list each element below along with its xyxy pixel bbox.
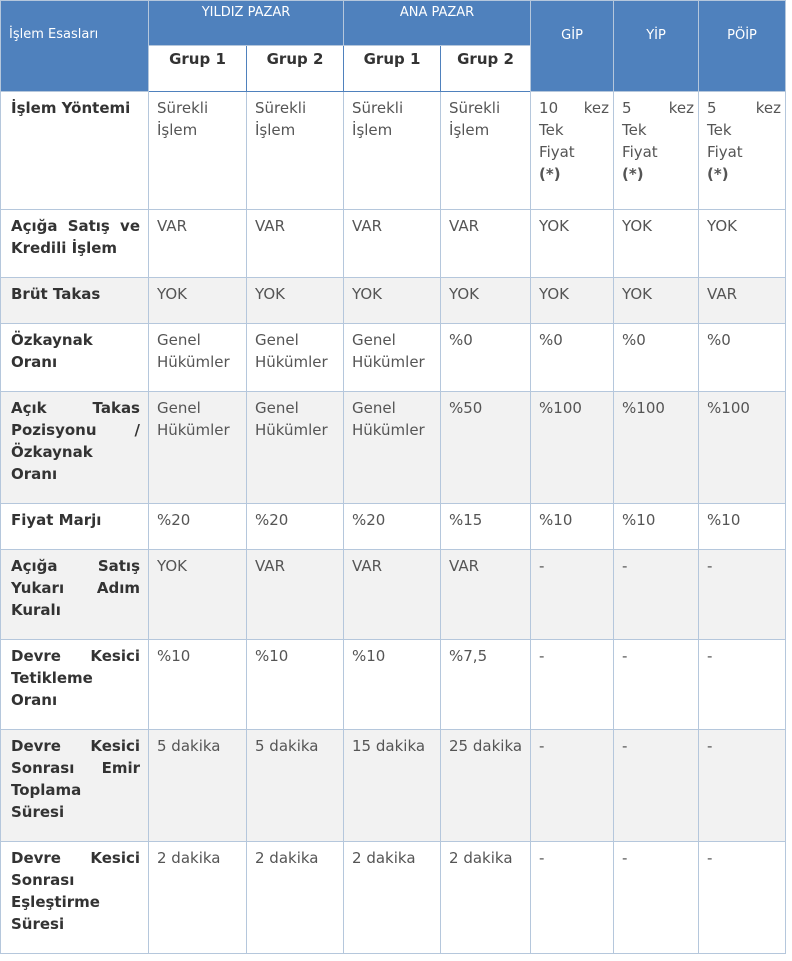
cell-line: %100 (707, 399, 750, 417)
cell-line: - (707, 849, 713, 867)
table-cell (149, 92, 247, 210)
cell-line: Hükümler (255, 353, 328, 371)
table-cell (149, 640, 247, 730)
table-cell (441, 92, 531, 210)
cell-line: Genel (255, 399, 299, 417)
cell-line: İşlem (449, 121, 490, 139)
row-label-line: İşlem Yöntemi (11, 99, 131, 117)
table-cell (247, 504, 344, 550)
table-row (1, 324, 786, 392)
cell-line: Genel (255, 331, 299, 349)
cell-line: %20 (157, 511, 191, 529)
cell-line: Genel (352, 331, 396, 349)
cell-line: %7,5 (449, 647, 488, 665)
row-label-line: Süresi (11, 803, 65, 821)
cell-line: (*) (707, 165, 729, 183)
row-label-line: Sonrası (11, 871, 75, 889)
cell-line: 2 dakika (352, 849, 416, 867)
table-cell (149, 550, 247, 640)
row-label-line: Yukarı Adım (11, 579, 140, 597)
cell-line: İşlem (255, 121, 296, 139)
table-cell (699, 392, 786, 504)
cell-line: VAR (449, 217, 480, 235)
table-cell (614, 392, 699, 504)
cell-line: %20 (352, 511, 386, 529)
table-row (1, 842, 786, 954)
table-cell (344, 842, 441, 954)
cell-line: YOK (352, 285, 383, 303)
table-row (1, 550, 786, 640)
table-cell (344, 278, 441, 324)
cell-line: VAR (352, 217, 383, 235)
table-cell (614, 92, 699, 210)
table-cell (247, 550, 344, 640)
table-cell (441, 640, 531, 730)
table-cell (149, 278, 247, 324)
cell-line: %10 (157, 647, 191, 665)
cell-line: - (622, 737, 628, 755)
header-yildiz-pazar: YILDIZ PAZAR (149, 1, 344, 46)
table-cell (531, 504, 614, 550)
header-group: Grup 1 (149, 46, 247, 92)
table-row (1, 92, 786, 210)
table-cell (531, 730, 614, 842)
table-cell (149, 324, 247, 392)
table-cell (531, 92, 614, 210)
row-label (1, 504, 149, 550)
cell-line: Fiyat (539, 143, 575, 161)
cell-line: 2 dakika (255, 849, 319, 867)
table-cell (344, 324, 441, 392)
cell-line: - (539, 737, 545, 755)
header-gip: GİP (531, 1, 614, 92)
table-row (1, 640, 786, 730)
cell-line: 5 dakika (157, 737, 221, 755)
row-label-line: Kredili İşlem (11, 239, 118, 257)
table-cell (614, 324, 699, 392)
row-label-line: Toplama (11, 781, 82, 799)
table-cell (531, 640, 614, 730)
cell-line: %50 (449, 399, 483, 417)
cell-line: - (622, 557, 628, 575)
table-cell (441, 504, 531, 550)
table-cell (344, 210, 441, 278)
cell-line: Fiyat (622, 143, 658, 161)
table-cell (614, 278, 699, 324)
cell-line: %0 (539, 331, 563, 349)
cell-line: - (539, 647, 545, 665)
cell-line: %15 (449, 511, 483, 529)
table-cell (614, 504, 699, 550)
cell-line: Hükümler (352, 353, 425, 371)
table-cell (614, 730, 699, 842)
table-cell (699, 210, 786, 278)
table-row (1, 504, 786, 550)
table-cell (531, 324, 614, 392)
table-cell (699, 504, 786, 550)
cell-line: Hükümler (352, 421, 425, 439)
header-yip: YİP (614, 1, 699, 92)
table-cell (699, 278, 786, 324)
table-row (1, 392, 786, 504)
cell-line: VAR (449, 557, 480, 575)
table-row (1, 210, 786, 278)
table-cell (247, 392, 344, 504)
row-label (1, 640, 149, 730)
cell-line: YOK (449, 285, 480, 303)
row-label-line: Pozisyonu / (11, 421, 140, 439)
cell-line: 25 dakika (449, 737, 523, 755)
cell-line: YOK (707, 217, 738, 235)
cell-line: VAR (157, 217, 187, 235)
cell-line: Hükümler (157, 353, 230, 371)
row-label-line: Brüt Takas (11, 285, 101, 303)
row-label (1, 550, 149, 640)
row-label-line: Eşleştirme (11, 893, 100, 911)
table-cell (699, 730, 786, 842)
table-cell (344, 550, 441, 640)
header-group: Grup 2 (441, 46, 531, 92)
cell-line: Genel (352, 399, 396, 417)
cell-line: VAR (352, 557, 383, 575)
cell-line: - (622, 647, 628, 665)
cell-line: İşlem (157, 121, 198, 139)
table-cell (247, 640, 344, 730)
cell-line: %0 (622, 331, 646, 349)
row-label-line: Süresi (11, 915, 65, 933)
row-label (1, 278, 149, 324)
header-ana-pazar: ANA PAZAR (344, 1, 531, 46)
header-group: Grup 1 (344, 46, 441, 92)
cell-line: 5 kez (622, 99, 695, 117)
row-label-line: Kuralı (11, 601, 61, 619)
cell-line: 5 dakika (255, 737, 319, 755)
cell-line: %10 (255, 647, 289, 665)
header-poip: PÖİP (699, 1, 786, 92)
table-cell (149, 842, 247, 954)
row-label-line: Açık Takas (11, 399, 140, 417)
row-label-line: Açığa Satış (11, 557, 140, 575)
row-label (1, 210, 149, 278)
row-label-line: Oranı (11, 353, 58, 371)
cell-line: YOK (157, 557, 187, 575)
cell-line: 2 dakika (449, 849, 513, 867)
cell-line: Genel (157, 399, 201, 417)
cell-line: VAR (707, 285, 738, 303)
cell-line: VAR (255, 217, 285, 235)
cell-line: YOK (539, 217, 570, 235)
row-label (1, 324, 149, 392)
table-cell (344, 504, 441, 550)
cell-line: Hükümler (255, 421, 328, 439)
table-cell (247, 324, 344, 392)
table-cell (344, 92, 441, 210)
row-label-line: Devre Kesici (11, 849, 140, 867)
table-cell (441, 730, 531, 842)
cell-line: YOK (622, 217, 653, 235)
cell-line: Sürekli (352, 99, 404, 117)
table-cell (531, 210, 614, 278)
cell-line: Tek (622, 121, 647, 139)
header-row-label: İşlem Esasları (1, 1, 149, 92)
cell-line: (*) (539, 165, 561, 183)
cell-line: - (622, 849, 628, 867)
cell-line: (*) (622, 165, 644, 183)
cell-line: YOK (622, 285, 653, 303)
table-cell (699, 640, 786, 730)
row-label-line: Özkaynak (11, 331, 93, 349)
cell-line: %100 (539, 399, 582, 417)
row-label (1, 392, 149, 504)
table-cell (614, 550, 699, 640)
table-cell (699, 550, 786, 640)
cell-line: %10 (622, 511, 656, 529)
cell-line: Tek (707, 121, 732, 139)
table-cell (247, 842, 344, 954)
cell-line: Sürekli (255, 99, 307, 117)
header-group: Grup 2 (247, 46, 344, 92)
cell-line: VAR (255, 557, 285, 575)
table-cell (149, 504, 247, 550)
table-cell (441, 392, 531, 504)
cell-line: - (539, 557, 545, 575)
table-cell (441, 324, 531, 392)
table-cell (247, 730, 344, 842)
cell-line: Sürekli (157, 99, 209, 117)
table-cell (531, 278, 614, 324)
table-cell (344, 730, 441, 842)
row-label-line: Tetikleme (11, 669, 93, 687)
table-cell (149, 210, 247, 278)
table-cell (247, 210, 344, 278)
table-cell (441, 842, 531, 954)
table-cell (344, 640, 441, 730)
table-cell (614, 842, 699, 954)
table-cell (149, 392, 247, 504)
cell-line: 10 kez (539, 99, 610, 117)
cell-line: Tek (539, 121, 564, 139)
table-cell (441, 210, 531, 278)
table-cell (614, 210, 699, 278)
row-label-line: Devre Kesici (11, 647, 140, 665)
table-row (1, 278, 786, 324)
table-cell (699, 842, 786, 954)
cell-line: - (707, 737, 713, 755)
row-label-line: Fiyat Marjı (11, 511, 102, 529)
cell-line: Genel (157, 331, 201, 349)
cell-line: Sürekli (449, 99, 501, 117)
cell-line: 2 dakika (157, 849, 221, 867)
table-cell (699, 324, 786, 392)
cell-line: YOK (539, 285, 570, 303)
cell-line: %10 (352, 647, 386, 665)
cell-line: İşlem (352, 121, 393, 139)
row-label (1, 92, 149, 210)
cell-line: Fiyat (707, 143, 743, 161)
row-label-line: Devre Kesici (11, 737, 140, 755)
cell-line: - (707, 647, 713, 665)
row-label (1, 730, 149, 842)
table-cell (531, 842, 614, 954)
cell-line: %0 (707, 331, 731, 349)
table-cell (614, 640, 699, 730)
table-cell (441, 550, 531, 640)
table-body (1, 92, 786, 954)
table-cell (149, 730, 247, 842)
table-cell (247, 278, 344, 324)
row-label-line: Açığa Satış ve (11, 217, 140, 235)
row-label (1, 842, 149, 954)
cell-line: - (539, 849, 545, 867)
table-cell (531, 550, 614, 640)
cell-line: %100 (622, 399, 665, 417)
table-cell (344, 392, 441, 504)
table-cell (699, 92, 786, 210)
cell-line: %20 (255, 511, 289, 529)
table-row (1, 730, 786, 842)
cell-line: - (707, 557, 713, 575)
cell-line: 15 dakika (352, 737, 426, 755)
cell-line: 5 kez (707, 99, 782, 117)
cell-line: Hükümler (157, 421, 230, 439)
cell-line: %0 (449, 331, 473, 349)
cell-line: %10 (707, 511, 741, 529)
table-cell (531, 392, 614, 504)
table-cell (247, 92, 344, 210)
table-cell (441, 278, 531, 324)
row-label-line: Sonrası Emir (11, 759, 140, 777)
row-label-line: Özkaynak (11, 443, 93, 461)
cell-line: YOK (157, 285, 187, 303)
cell-line: %10 (539, 511, 573, 529)
row-label-line: Oranı (11, 691, 58, 709)
cell-line: YOK (255, 285, 285, 303)
row-label-line: Oranı (11, 465, 58, 483)
